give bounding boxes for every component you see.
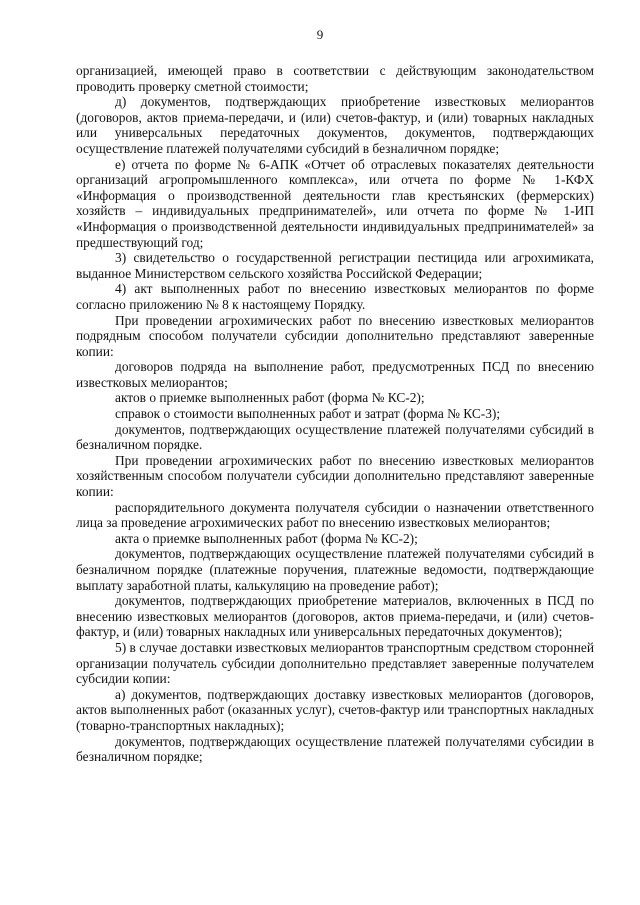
paragraph: документов, подтверждающих осуществление платежей получателями субсидий в безналичном порядке (платежные поручения, платежные ведомости, подтверждающие выплату заработной платы, калькуляцию на проведение работ); bbox=[76, 546, 594, 593]
paragraph: При проведении агрохимических работ по внесению известковых мелиорантов хозяйственным способом получатели субсидии дополнительно представляют заверенные копии: bbox=[76, 452, 594, 500]
paragraph: При проведении агрохимических работ по внесению известковых мелиорантов подрядным способом получатели субсидии дополнительно представляют заверенные копии: bbox=[76, 312, 594, 359]
document-body bbox=[76, 63, 594, 765]
paragraph: актов о приемке выполненных работ (форма № КС-2); bbox=[115, 390, 425, 406]
paragraph: акта о приемке выполненных работ (форма № КС-2); bbox=[115, 530, 418, 546]
paragraph: договоров подряда на выполнение работ, предусмотренных ПСД по внесению известковых мелиорантов; bbox=[76, 359, 594, 390]
paragraph: документов, подтверждающих осуществление платежей получателями субсидий в безналичном порядке. bbox=[76, 421, 594, 453]
paragraph: а) документов, подтверждающих доставку известковых мелиорантов (договоров, актов выполненных работ (оказанных услуг), счетов-фактур или транспортных накладных (товарно-транспортных накладных); bbox=[76, 686, 594, 733]
page-number: 9 bbox=[316, 27, 324, 42]
paragraph: распорядительного документа получателя субсидии о назначении ответственного лица за проведение агрохимических работ по внесению известковых мелиорантов; bbox=[76, 499, 594, 531]
paragraph: 4) акт выполненных работ по внесению известковых мелиорантов по форме согласно приложению № 8 к настоящему Порядку. bbox=[76, 281, 594, 312]
paragraph: документов, подтверждающих осуществление платежей получателями субсидии в безналичном порядке; bbox=[76, 733, 594, 765]
paragraph: документов, подтверждающих приобретение материалов, включенных в ПСД по внесению известковых мелиорантов (договоров, актов приема-передачи, и (или) счетов-фактур, и (или) товарных накладных или универсальных передаточных документов); bbox=[76, 593, 594, 640]
paragraph: организацией, имеющей право в соответствии с действующим законодательством проводить проверку сметной стоимости; bbox=[76, 63, 594, 94]
paragraph: 5) в случае доставки известковых мелиорантов транспортным средством сторонней организации получатель субсидии дополнительно представляет заверенные получателем субсидии копии: bbox=[76, 639, 594, 687]
paragraph: д) документов, подтверждающих приобретение известковых мелиорантов (договоров, актов приема-передачи, и (или) счетов-фактур, и (или) товарных накладных или универсальных передаточных документов, документов, подтверждающих осуществление платежей получателями субсидий в безналичном порядке; bbox=[76, 94, 594, 156]
paragraph: справок о стоимости выполненных работ и затрат (форма № КС-3); bbox=[115, 406, 501, 422]
paragraph: е) отчета по форме № 6-АПК «Отчет об отраслевых показателях деятельности организаций агропромышленного комплекса», или отчета по форме № 1-КФХ «Информация о производственной деятельности глав крестьянских (фермерских) хозяйств – индивидуальных предпринимателей», или отчета по форме № 1-ИП «Информация о производственной деятельности индивидуальных предпринимателей» за предшествующий год; bbox=[76, 156, 594, 250]
paragraph: 3) свидетельство о государственной регистрации пестицида или агрохимиката, выданное Министерством сельского хозяйства Российской Федерации; bbox=[76, 250, 594, 281]
